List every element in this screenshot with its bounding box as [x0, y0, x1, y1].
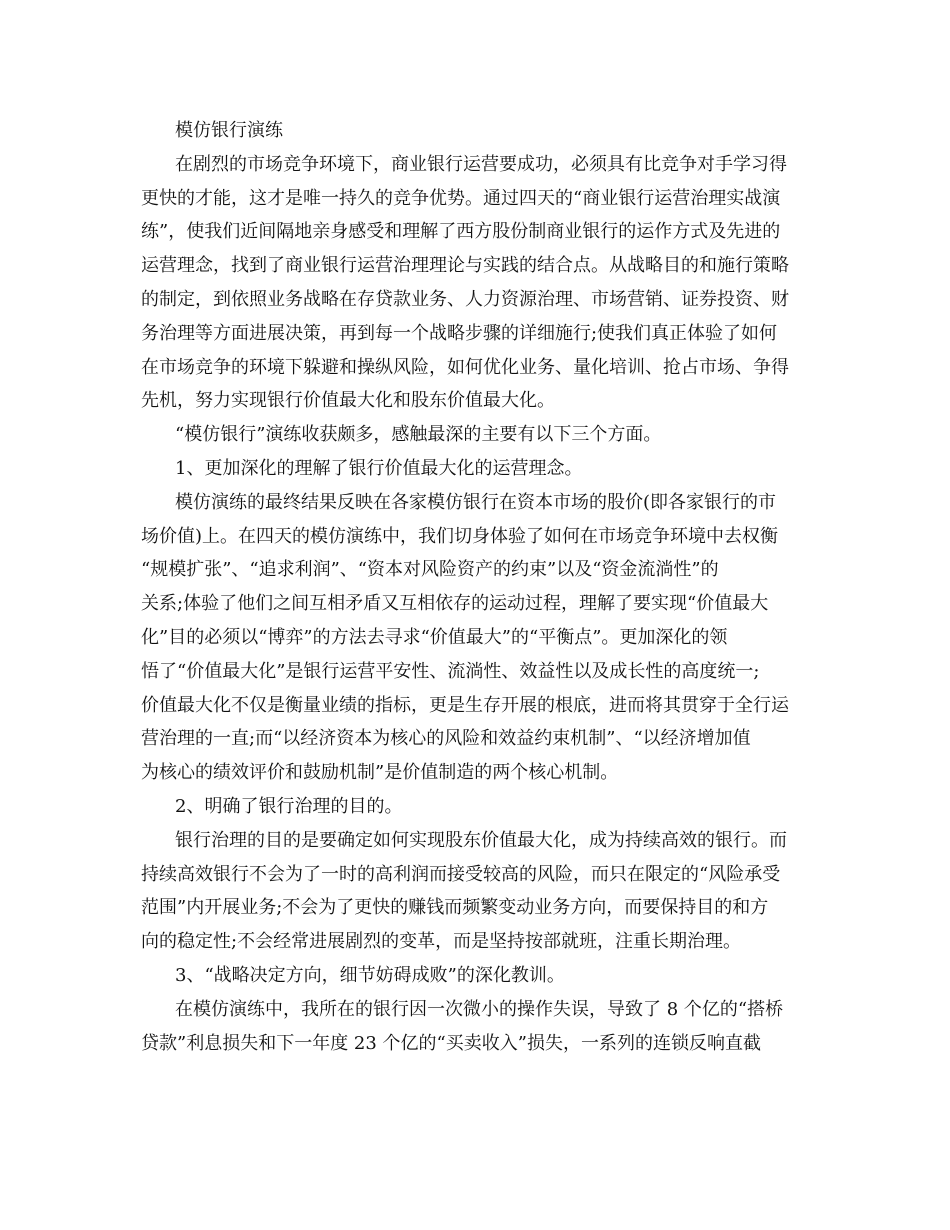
text-line: 关系;体验了他们之间互相矛盾又互相依存的运动过程，理解了要实现“价值最大 — [141, 593, 769, 615]
text-line: 1、更加深化的理解了银行价值最大化的运营理念。 — [175, 457, 583, 479]
text-line: 在模仿演练中，我所在的银行因一次微小的操作失误，导致了 8 个亿的“搭桥 — [175, 998, 784, 1020]
text-line: “规模扩张”、“追求利润”、“资本对风险资产的约束”以及“资金流淌性”的 — [141, 559, 719, 581]
text-line: 银行治理的目的是要确定如何实现股东价值最大化，成为持续高效的银行。而 — [175, 829, 787, 851]
text-line: 营治理的一直;而“以经济资本为核心的风险和效益约束机制”、“以经济增加值 — [141, 728, 751, 750]
text-line: 场价值)上。在四天的模仿演练中，我们切身体验了如何在市场竞争环境中去权衡 — [141, 525, 779, 547]
text-line: 悟了“价值最大化”是银行运营平安性、流淌性、效益性以及成长性的高度统一; — [141, 660, 760, 682]
document-body — [141, 114, 821, 1060]
document-title: 模仿银行演练 — [175, 120, 283, 141]
text-line: 务治理等方面进展决策，再到每一个战略步骤的详细施行;使我们真正体验了如何 — [141, 322, 778, 344]
text-line: 在剧烈的市场竞争环境下，商业银行运营要成功，必须具有比竞争对手学习得 — [175, 153, 787, 175]
text-line: 持续高效银行不会为了一时的高利润而接受较高的风险，而只在限定的“风险承受 — [141, 863, 781, 885]
text-line: 运营理念，找到了商业银行运营治理理论与实践的结合点。从战略目的和施行策略 — [141, 255, 789, 277]
text-line: 2、明确了银行治理的目的。 — [175, 795, 403, 817]
text-line: 3、“战略决定方向，细节妨碍成败”的深化教训。 — [175, 964, 565, 986]
text-line: 练”，使我们近间隔地亲身感受和理解了西方股份制商业银行的运作方式及先进的 — [141, 221, 781, 243]
text-line: 更快的才能，这才是唯一持久的竞争优势。通过四天的“商业银行运营治理实战演 — [141, 187, 781, 209]
text-line: “模仿银行”演练收获颇多，感触最深的主要有以下三个方面。 — [175, 424, 662, 446]
text-line: 为核心的绩效评价和鼓励机制”是价值制造的两个核心机制。 — [141, 762, 619, 784]
text-line: 的制定，到依照业务战略在存贷款业务、人力资源治理、市场营销、证券投资、财 — [141, 288, 789, 310]
text-line: 化”目的必须以“博弈”的方法去寻求“价值最大”的“平衡点”。更加深化的领 — [141, 626, 728, 648]
text-line: 价值最大化不仅是衡量业绩的指标，更是生存开展的根底，进而将其贯穿于全行运 — [141, 694, 789, 716]
text-line: 向的稳定性;不会经常进展剧烈的变革，而是坚持按部就班，注重长期治理。 — [141, 931, 742, 953]
text-line: 范围”内开展业务;不会为了更快的赚钱而频繁变动业务方向，而要保持目的和方 — [141, 897, 769, 919]
text-line: 模仿演练的最终结果反映在各家模仿银行在资本市场的股价(即各家银行的市 — [175, 491, 777, 513]
text-line: 贷款”利息损失和下一年度 23 个亿的“买卖收入”损失，一系列的连锁反响直截 — [141, 1032, 761, 1054]
text-line: 先机，努力实现银行价值最大化和股东价值最大化。 — [141, 390, 555, 412]
text-line: 在市场竞争的环境下躲避和操纵风险，如何优化业务、量化培训、抢占市场、争得 — [141, 356, 789, 378]
